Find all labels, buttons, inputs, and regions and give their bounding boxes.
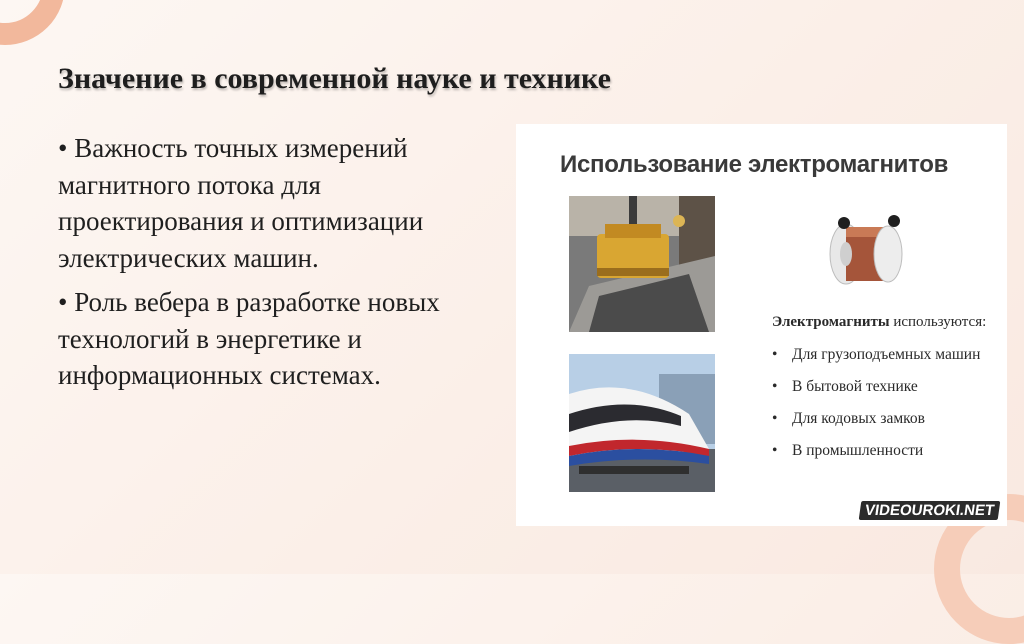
electromagnet-coil-photo <box>816 209 916 291</box>
maglev-train-photo <box>569 354 715 492</box>
bullet-list <box>58 130 508 402</box>
usage-item-label: В бытовой технике <box>792 378 918 395</box>
usage-list <box>772 346 980 474</box>
panel-title: Использование электромагнитов <box>560 151 949 178</box>
usage-item <box>772 410 980 442</box>
usage-item-label: Для грузоподъемных машин <box>792 346 981 363</box>
bullet-symbol: • <box>772 378 778 395</box>
lead-rest: используются: <box>889 314 987 330</box>
usage-item-label: В промышленности <box>792 442 924 459</box>
electromagnets-usage-lead <box>772 314 986 331</box>
usage-item <box>772 442 980 474</box>
electromagnets-image-panel <box>516 124 1007 526</box>
lifting-electromagnet-photo <box>569 196 715 332</box>
bullet-item: • Роль вебера в разработке новых технологий в энергетике и информационных системах. <box>58 287 440 390</box>
videouroki-logo: VIDEOUROKI.NET <box>858 501 1000 520</box>
bullet-symbol: • <box>772 410 778 427</box>
slide-title: Значение в современной науке и технике <box>58 62 611 95</box>
lead-bold: Электромагниты <box>772 314 890 330</box>
usage-item <box>772 346 980 378</box>
bullet-item: • Важность точных измерений магнитного потока для проектирования и оптимизации электрических машин. <box>58 133 424 273</box>
usage-item <box>772 378 980 410</box>
bullet-symbol: • <box>772 442 778 459</box>
decorative-ring-top-left <box>0 0 65 45</box>
bullet-symbol: • <box>772 346 778 363</box>
usage-item-label: Для кодовых замков <box>792 410 925 427</box>
